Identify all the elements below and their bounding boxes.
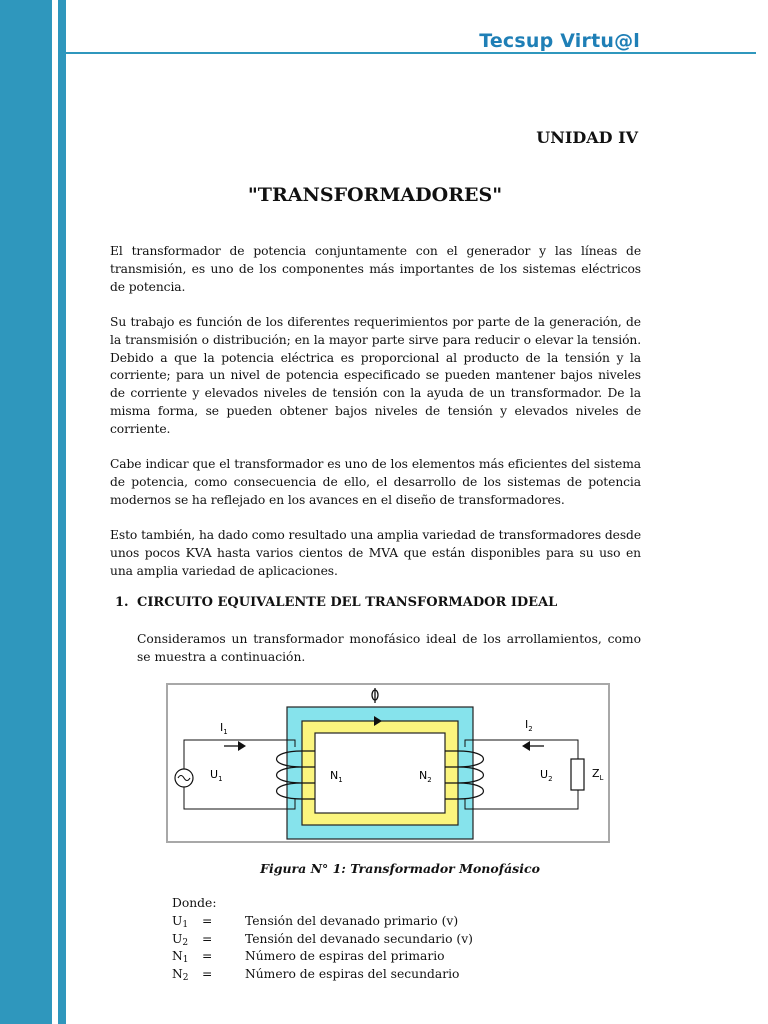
section-intro: Consideramos un transformador monofásico ideal de los arrollamientos, como se muestra a continuación. (137, 632, 641, 664)
definition-symbol: $N_2$ (172, 967, 189, 984)
figure-caption: Figura N° 1: Transformador Monofásico (260, 861, 540, 876)
transformer-diagram (168, 685, 608, 841)
paragraph-1: El transformador de potencia conjuntamente con el generador y las líneas de transmisión, es uno de los componentes más importantes de los sistemas eléctricos de potencia. (110, 244, 641, 294)
definition-row (172, 913, 473, 931)
definition-symbol: $U_2$ (172, 931, 189, 948)
primary-top-wire (184, 740, 266, 772)
section-number: 1. (115, 595, 129, 610)
label-n2: $N_2$ (419, 769, 432, 784)
label-u2: $U_2$ (540, 768, 553, 783)
definition-description: Tensión del devanado secundario (v) (245, 931, 473, 946)
header-rule (66, 52, 756, 54)
load-impedance (571, 759, 584, 790)
paragraph-4: Esto también, ha dado como resultado una amplia variedad de transformadores desde unos pocos KVA hasta varios cientos de MVA que están disponibles para su uso en una amplia variedad de aplicaciones. (110, 528, 641, 578)
transformer-figure (166, 683, 610, 843)
definition-row (172, 966, 473, 984)
definition-equals: = (202, 949, 213, 964)
secondary-bottom-wire (465, 790, 578, 809)
label-i2: $I_2$ (525, 718, 533, 733)
label-u1: $U_1$ (210, 768, 223, 783)
left-margin-bar (0, 0, 52, 1024)
primary-bottom-wire (184, 784, 266, 809)
definition-equals: = (202, 931, 213, 946)
definitions-intro: Donde: (172, 896, 217, 910)
paragraph-3: Cabe indicar que el transformador es uno de los elementos más eficientes del sistema de potencia, como consecuencia de ello, el desarrollo de los sistemas de potencia modernos se ha reflejado en los avances en el diseño de transformadores. (110, 457, 641, 507)
definition-row (172, 931, 473, 949)
definition-equals: = (202, 967, 213, 982)
definition-symbol: $U_1$ (172, 913, 189, 930)
definition-equals: = (202, 913, 213, 928)
label-n1: $N_1$ (330, 769, 343, 784)
label-zl: $Z_L$ (592, 767, 604, 782)
definition-description: Número de espiras del primario (245, 949, 445, 964)
i1-arrow-head (238, 741, 246, 751)
section-heading (115, 595, 557, 610)
definitions-list (172, 895, 473, 984)
page-title: "TRANSFORMADORES" (247, 184, 503, 206)
i2-arrow-head (522, 741, 530, 751)
brand-logo: Tecsup Virtu@l (479, 30, 640, 52)
definition-symbol: $N_1$ (172, 949, 189, 966)
paragraph-2: Su trabajo es función de los diferentes requerimientos por parte de la generación, de la transmisión o distribución; en la mayor parte sirve para reducir o elevar la tensión. Debido a que la potencia eléctrica es proporcional al producto de la tensión y la corriente; para un nivel de potencia especificado se pueden mantener bajos niveles de corriente y elevados niveles de tensión con la ayuda de un transformador. De la misma forma, se pueden obtener bajos niveles de tensión y elevados niveles de corriente. (110, 315, 641, 436)
definition-description: Tensión del devanado primario (v) (245, 913, 459, 928)
definition-row (172, 948, 473, 966)
section-title: CIRCUITO EQUIVALENTE DEL TRANSFORMADOR IDEAL (137, 595, 558, 610)
label-i1: $I_1$ (220, 721, 228, 736)
unit-label: UNIDAD IV (536, 128, 638, 147)
definition-description: Número de espiras del secundario (245, 967, 460, 982)
left-margin-stripe (58, 0, 66, 1024)
